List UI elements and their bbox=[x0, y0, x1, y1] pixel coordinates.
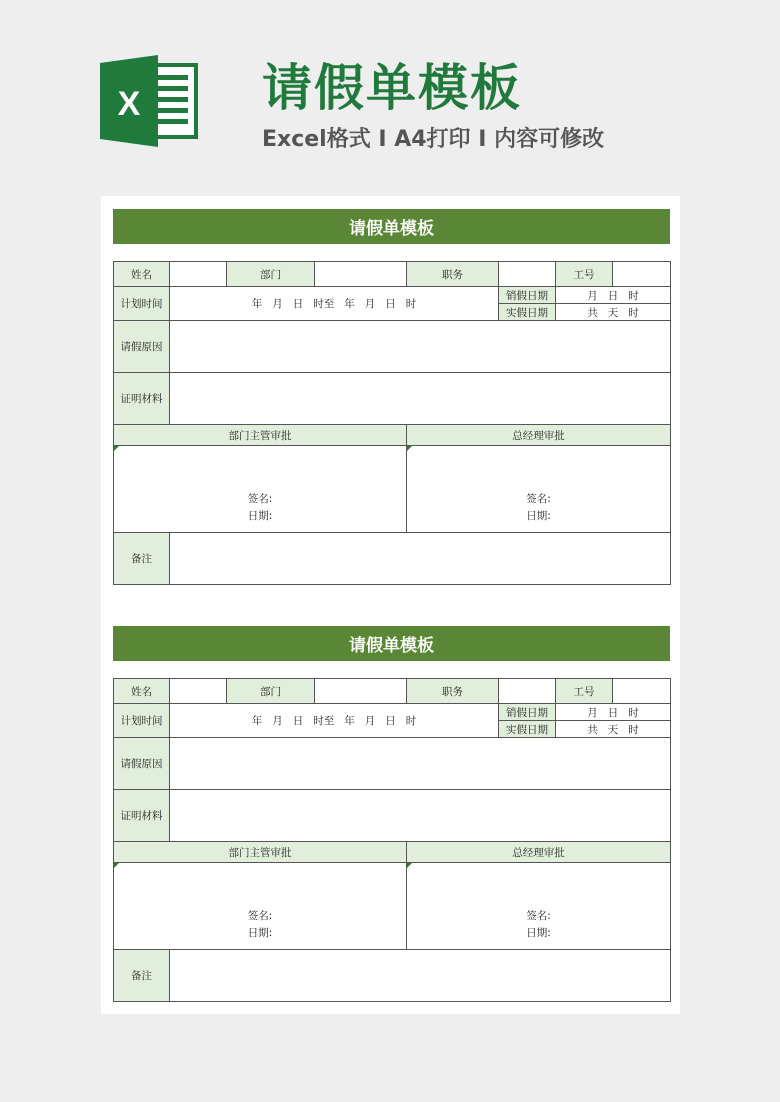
plan-time-label: 计划时间 bbox=[114, 704, 170, 738]
dept-field[interactable] bbox=[315, 679, 407, 704]
plan-time-field[interactable]: 年 月 日 时至 年 月 日 时 bbox=[170, 704, 499, 738]
date-label: 日期: bbox=[526, 510, 551, 522]
cell-marker-icon bbox=[114, 863, 119, 868]
gm-approval-box[interactable] bbox=[407, 863, 671, 950]
employee-id-label: 工号 bbox=[556, 262, 613, 287]
date-label: 日期: bbox=[247, 510, 273, 522]
cancel-date-field[interactable]: 月 日 时 bbox=[556, 704, 671, 721]
gm-approval-label: 总经理审批 bbox=[407, 842, 671, 863]
employee-id-label: 工号 bbox=[556, 679, 613, 704]
dept-approval-label: 部门主管审批 bbox=[114, 842, 407, 863]
sign-label: 签名: bbox=[526, 910, 551, 922]
excel-icon bbox=[100, 55, 200, 147]
remark-field[interactable] bbox=[170, 533, 671, 585]
page-header bbox=[0, 0, 780, 190]
document-page bbox=[101, 196, 680, 1014]
sign-label: 签名: bbox=[247, 493, 273, 505]
actual-leave-label: 实假日期 bbox=[499, 721, 556, 738]
reason-label: 请假原因 bbox=[114, 321, 170, 373]
leave-form-table bbox=[113, 678, 671, 1002]
name-label: 姓名 bbox=[114, 679, 170, 704]
dept-label: 部门 bbox=[227, 262, 315, 287]
actual-leave-field[interactable]: 共 天 时 bbox=[556, 721, 671, 738]
name-label: 姓名 bbox=[114, 262, 170, 287]
reason-field[interactable] bbox=[170, 738, 671, 790]
plan-time-field[interactable]: 年 月 日 时至 年 月 日 时 bbox=[170, 287, 499, 321]
position-label: 职务 bbox=[407, 262, 499, 287]
reason-label: 请假原因 bbox=[114, 738, 170, 790]
cancel-date-label: 销假日期 bbox=[499, 704, 556, 721]
remark-label: 备注 bbox=[114, 533, 170, 585]
employee-id-field[interactable] bbox=[613, 262, 671, 287]
position-field[interactable] bbox=[499, 262, 556, 287]
proof-field[interactable] bbox=[170, 790, 671, 842]
position-label: 职务 bbox=[407, 679, 499, 704]
dept-approval-box[interactable] bbox=[114, 863, 407, 950]
cancel-date-label: 销假日期 bbox=[499, 287, 556, 304]
plan-time-label: 计划时间 bbox=[114, 287, 170, 321]
proof-label: 证明材料 bbox=[114, 373, 170, 425]
form-title-bar: 请假单模板 bbox=[113, 209, 670, 244]
page-title: 请假单模板 bbox=[262, 59, 522, 117]
name-field[interactable] bbox=[170, 679, 227, 704]
cell-marker-icon bbox=[407, 446, 412, 451]
logo-letter: X bbox=[117, 85, 141, 123]
actual-leave-field[interactable]: 共 天 时 bbox=[556, 304, 671, 321]
remark-label: 备注 bbox=[114, 950, 170, 1002]
page-subtitle: Excel格式 I A4打印 I 内容可修改 bbox=[262, 127, 605, 152]
sign-label: 签名: bbox=[526, 493, 551, 505]
name-field[interactable] bbox=[170, 262, 227, 287]
dept-field[interactable] bbox=[315, 262, 407, 287]
remark-field[interactable] bbox=[170, 950, 671, 1002]
gm-approval-box[interactable] bbox=[407, 446, 671, 533]
form-title-bar: 请假单模板 bbox=[113, 626, 670, 661]
leave-form-table bbox=[113, 261, 671, 585]
reason-field[interactable] bbox=[170, 321, 671, 373]
proof-field[interactable] bbox=[170, 373, 671, 425]
sign-label: 签名: bbox=[247, 910, 273, 922]
cancel-date-field[interactable]: 月 日 时 bbox=[556, 287, 671, 304]
cell-marker-icon bbox=[407, 863, 412, 868]
dept-approval-box[interactable] bbox=[114, 446, 407, 533]
cell-marker-icon bbox=[114, 446, 119, 451]
proof-label: 证明材料 bbox=[114, 790, 170, 842]
date-label: 日期: bbox=[247, 927, 273, 939]
employee-id-field[interactable] bbox=[613, 679, 671, 704]
dept-label: 部门 bbox=[227, 679, 315, 704]
actual-leave-label: 实假日期 bbox=[499, 304, 556, 321]
position-field[interactable] bbox=[499, 679, 556, 704]
date-label: 日期: bbox=[526, 927, 551, 939]
dept-approval-label: 部门主管审批 bbox=[114, 425, 407, 446]
gm-approval-label: 总经理审批 bbox=[407, 425, 671, 446]
